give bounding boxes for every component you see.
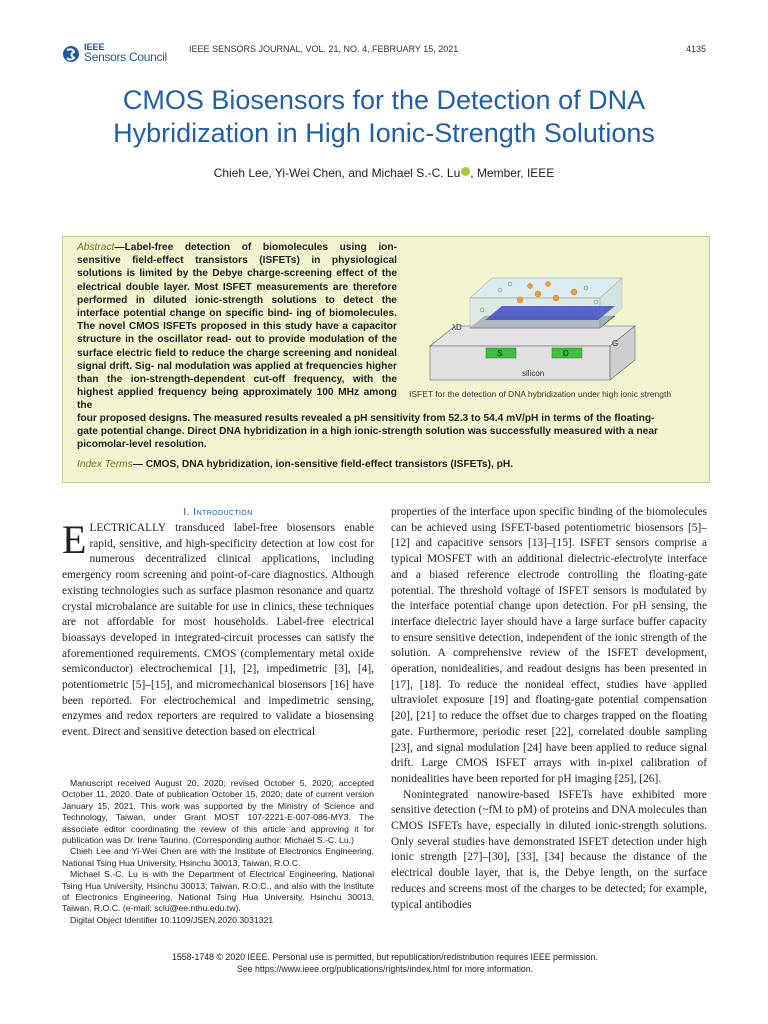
journal-header: IEEE SENSORS JOURNAL, VOL. 21, NO. 4, FEBRUARY 15, 2021 (189, 44, 459, 54)
footnotes (62, 778, 374, 926)
section-heading: I. Introduction (183, 506, 253, 518)
author-line (40, 166, 728, 180)
footnote: Manuscript received August 20, 2020; revised October 5, 2020; accepted October 11, 2020. Date of publication October 15, 2020; date of current version January 15, 2021. This work was supported by the Ministry of Science and Technology, Taiwan, under Grant MOST 107-2221-E-007-086-MY3. The associate editor coordinating the review of this article and approving it for publication was Dr. Irene Taurino. (Corresponding author: Michael S.-C. Lu.) (62, 778, 374, 846)
isfet-figure (410, 258, 650, 383)
title-line: CMOS Biosensors for the Detection of DNA (122, 85, 646, 115)
logo-council-text: Sensors Council (84, 50, 167, 64)
page-number: 4135 (685, 44, 706, 54)
title-line: Hybridization in High Ionic-Strength Solutions (113, 118, 655, 148)
abstract-text-narrow: Abstract—Label-free detection of biomolecules using ion- sensitive field-effect transistors (ISFETs) in physiological solutions is limited by the Debye charge-screening effect of the electrical double layer. Most ISFET measurements are therefore performed in diluted ionic-strength solutions to detect the interface potential change on specific bind- ing of biomolecules. The novel CMOS ISFETs proposed in this study have a capacitor structure in the oscillator read- out to provide modulation of the surface electric field to reduce the charge screening and nonideal signal drift. Sig- nal modulation was applied at frequencies higher than the ion-strength-dependent cut-off frequency, with the highest applied frequency being approximately 100 MHz among the (77, 242, 397, 412)
body-paragraph: Nonintegrated nanowire-based ISFETs have exhibited more sensitive detection (~fM to pM) of proteins and DNA molecules than CMOS ISFETs have, especially in diluted ionic-strength solutions. Only several studies have demonstrated ISFET detection under high ionic strength [27]–[30], [33], [34] because the distance of the electrical double layer, that is, the Debye length, on the surface reduces and screens most of the charges to be detected; for example, typical antibodies (391, 788, 707, 911)
drop-cap: E (62, 517, 87, 562)
author-names: Chieh Lee, Yi-Wei Chen, and Michael S.-C. Lu (213, 166, 461, 180)
paper-title (40, 84, 728, 150)
figure-caption: ISFET for the detection of DNA hybridization under high ionic strength (409, 389, 672, 399)
ieee-sensors-council-logo (62, 42, 172, 66)
abstract-label: Abstract (77, 242, 115, 253)
index-terms: Index Terms— CMOS, DNA hybridization, ion-sensitive field-effect transistors (ISFETs), pH. (77, 459, 514, 470)
source-label: S (497, 349, 503, 358)
footnote: Chieh Lee and Yi-Wei Chen are with the Institute of Electronics Engineering, National Tsing Hua University, Hsinchu 30013, Taiwan, R.O.C. (62, 846, 374, 868)
footnote-doi: Digital Object Identifier 10.1109/JSEN.2020.3031321 (70, 914, 274, 925)
column-right (391, 505, 707, 913)
copyright-line: 1558-1748 © 2020 IEEE. Personal use is permitted, but republication/redistribution requires IEEE permission. (171, 952, 599, 962)
rights-link-line[interactable]: See https://www.ieee.org/publications/rights/index.html for more information. (236, 964, 534, 974)
logo-mark-icon (62, 44, 80, 64)
index-terms-label: Index Terms (77, 459, 133, 470)
silicon-label: silicon (522, 369, 545, 378)
footnote: Michael S.-C. Lu is with the Department of Electrical Engineering, National Tsing Hua University, Hsinchu 30013, Taiwan, R.O.C., and also with the Institute of Electronics Engineering, National Tsing Hua University, Hsinchu 30013, Taiwan, R.O.C. (e-mail: sclu@ee.nthu.edu.tw). (62, 869, 374, 914)
lambda-label: λD (452, 323, 462, 332)
logo-ieee-text: IEEE (84, 42, 105, 52)
orcid-icon[interactable] (461, 167, 470, 176)
author-membership: , Member, IEEE (470, 166, 555, 180)
intro-paragraph: ELECTRICALLY transduced label-free biosensors enable rapid, sensitive, and high-specificity detection at low cost for numerous decentralized clinical applications, including emergency room screening and point-of-care diagnostics. Although existing technologies such as surface plasmon resonance and quartz crystal microbalance are suitable for use in clinics, these techniques are not affordable for most households. Label-free electrical bioassays developed in integrated-circuit processes can satisfy the aforementioned requirements. CMOS (complementary metal oxide semiconductor) electrochemical [1], [2], impedimetric [3], [4], potentiometric [5]–[15], and micromechanical biosensors [16] have been reported. For electrochemical and impedimetric sensing, enzymes and redox reporters are required to validate a biosensing event. Direct and sensitive detection based on electrical (62, 517, 374, 739)
abstract-text-full: four proposed designs. The measured results revealed a pH sensitivity from 52.3 to 54.4 mV/pH in terms of the floating- gate potential change. Direct DNA hybridization in a high ionic-strength solution was successfully measured with a near picomolar-level resolution. (77, 413, 658, 451)
gate-label: G (612, 339, 619, 348)
column-left (62, 517, 374, 741)
body-paragraph: properties of the interface upon specific binding of the biomolecules can be achieved using ISFET-based potentiometric biosensors [5]–[12] and capacitive sensors [13]–[15]. ISFET sensors comprise a typical MOSFET with an additional dielectric-electrolyte interface and a biased reference electrode controlling the floating-gate potential. The threshold voltage of ISFET sensors is modulated by the interface potential change upon detection. For pH sensing, the interface dielectric layer should have a large surface buffer capacity to ensure sensitive detection, independent of the ionic strength of the solution. A comprehensive review of the ISFET development, operation, nonidealities, and readout designs has been presented in [17], [18]. To reduce the nonideal effect, studies have applied ultraviolet exposure [19] and floating-gate potential compensation [20], [21] to reduce the offset due to charges trapped on the floating gate. Furthermore, periodic reset [22], correlated double sampling [23], and signal modulation [24] have been applied to reduce signal drift. Large CMOS ISFET arrays with in-pixel calibration of nonidealities have been reported for pH imaging [25], [26]. (391, 506, 707, 785)
drain-label: D (563, 349, 569, 358)
